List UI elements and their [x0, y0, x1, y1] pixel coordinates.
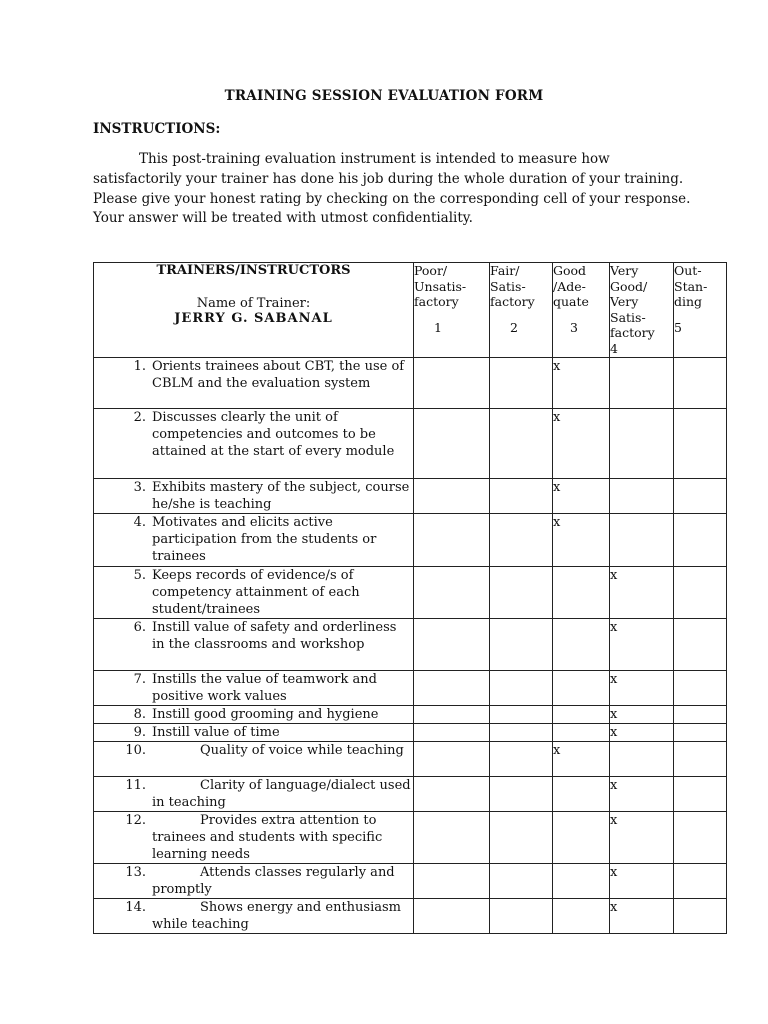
scale-header-fair	[490, 263, 553, 358]
rating-cell[interactable]	[490, 567, 553, 619]
scale-header-very-good	[610, 263, 674, 358]
rating-cell[interactable]	[414, 479, 490, 514]
name-of-trainer-label: Name of Trainer:	[196, 296, 311, 311]
rating-cell[interactable]	[674, 864, 727, 899]
scale-header-good	[553, 263, 610, 358]
criterion-number: 2.	[133, 410, 146, 425]
rating-cell[interactable]	[490, 777, 553, 812]
rating-cell[interactable]	[610, 742, 674, 777]
criterion-text: Orients trainees about CBT, the use of CBLM and the evaluation system	[152, 359, 405, 391]
criterion-row	[94, 514, 727, 567]
criterion-number: 4.	[133, 515, 146, 530]
scale-label-line: factory	[610, 325, 655, 341]
rating-cell[interactable]	[553, 706, 610, 724]
rating-cell[interactable]	[490, 479, 553, 514]
rating-cell[interactable]	[490, 724, 553, 742]
scale-label-line: quate	[553, 294, 589, 310]
scale-label-line: ding	[674, 294, 703, 310]
criterion-cell	[94, 812, 414, 864]
rating-cell[interactable]	[490, 742, 553, 777]
rating-cell[interactable]: x	[610, 567, 674, 619]
criterion-text: Keeps records of evidence/s of competency attainment of each student/trainees	[152, 568, 360, 617]
criterion-cell	[94, 409, 414, 479]
scale-label-line: Satis-	[610, 309, 646, 325]
rating-cell[interactable]	[414, 514, 490, 567]
criterion-cell	[94, 479, 414, 514]
criterion-text: Instill good grooming and hygiene	[152, 707, 379, 722]
criterion-row	[94, 864, 727, 899]
rating-cell[interactable]	[553, 777, 610, 812]
criterion-row	[94, 358, 727, 409]
rating-cell[interactable]	[674, 812, 727, 864]
criterion-cell	[94, 567, 414, 619]
scale-number: 3	[570, 319, 578, 335]
criterion-number: 6.	[133, 620, 146, 635]
criterion-row	[94, 671, 727, 706]
rating-cell[interactable]	[553, 671, 610, 706]
rating-cell[interactable]: x	[610, 619, 674, 671]
scale-label-line: Unsatis-	[414, 278, 467, 294]
criterion-number: 14.	[125, 900, 146, 915]
scale-header-poor	[414, 263, 490, 358]
criterion-cell	[94, 777, 414, 812]
rating-cell[interactable]	[414, 567, 490, 619]
criterion-cell	[94, 619, 414, 671]
criterion-number: 3.	[133, 480, 146, 495]
rating-cell[interactable]	[610, 479, 674, 514]
scale-label-line: Satis-	[490, 278, 526, 294]
rating-cell[interactable]	[674, 899, 727, 934]
rating-cell[interactable]	[674, 409, 727, 479]
scale-label-line: Good/	[610, 278, 648, 294]
criterion-text: Quality of voice while teaching	[200, 743, 404, 758]
scale-label-line: Fair/	[490, 263, 520, 278]
criterion-number: 9.	[133, 725, 146, 740]
rating-cell[interactable]: x	[553, 358, 610, 409]
criterion-text: Instills the value of teamwork and positive work values	[152, 672, 377, 704]
criterion-cell	[94, 899, 414, 934]
criterion-row	[94, 812, 727, 864]
criterion-row	[94, 724, 727, 742]
rating-cell[interactable]: x	[553, 514, 610, 567]
rating-cell[interactable]: x	[553, 479, 610, 514]
rating-cell[interactable]	[610, 358, 674, 409]
scale-label-line: /Ade-	[553, 278, 586, 294]
scale-label-line: Very	[610, 294, 639, 310]
criterion-cell	[94, 724, 414, 742]
criterion-row	[94, 899, 727, 934]
rating-cell[interactable]	[414, 671, 490, 706]
scale-number: 1	[434, 319, 442, 335]
criterion-row	[94, 409, 727, 479]
scale-number: 4	[610, 340, 618, 356]
rating-cell[interactable]: x	[610, 724, 674, 742]
rating-cell[interactable]	[553, 567, 610, 619]
scale-number: 5	[674, 319, 682, 335]
criterion-cell	[94, 358, 414, 409]
criterion-number: 1.	[133, 359, 146, 374]
criterion-row	[94, 619, 727, 671]
trainer-name: JERRY G. SABANAL	[174, 311, 333, 326]
rating-cell[interactable]	[674, 671, 727, 706]
instructions-text: This post-training evaluation instrument is intended to measure how satisfactorily your trainer has done his job during the whole duration of your training. Please give your honest rating by checking on the corresponding cell of your response. Your answer will be treated with utmost confidentiality.	[93, 151, 691, 227]
rating-cell[interactable]	[553, 724, 610, 742]
criterion-text: Attends classes regularly and promptly	[152, 865, 395, 897]
rating-cell[interactable]: x	[610, 899, 674, 934]
rating-cell[interactable]	[490, 514, 553, 567]
form-title: TRAINING SESSION EVALUATION FORM	[224, 88, 544, 104]
rating-cell[interactable]	[674, 358, 727, 409]
criterion-number: 13.	[125, 865, 146, 880]
criterion-row	[94, 742, 727, 777]
rating-cell[interactable]	[553, 899, 610, 934]
instructions-body	[93, 150, 693, 229]
rating-cell[interactable]	[674, 777, 727, 812]
rating-cell[interactable]	[674, 567, 727, 619]
criterion-number: 11.	[125, 778, 146, 793]
criterion-text: Provides extra attention to trainees and students with specific learning needs	[152, 813, 383, 862]
rating-cell[interactable]	[414, 724, 490, 742]
criterion-cell	[94, 742, 414, 777]
instructions-heading: INSTRUCTIONS:	[93, 121, 221, 137]
criterion-number: 8.	[133, 707, 146, 722]
rating-cell[interactable]	[553, 864, 610, 899]
criterion-number: 7.	[133, 672, 146, 687]
rating-cell[interactable]	[414, 777, 490, 812]
criterion-row	[94, 479, 727, 514]
rating-cell[interactable]	[414, 864, 490, 899]
scale-label-line: factory	[490, 294, 535, 310]
criterion-text: Motivates and elicits active participation from the students or trainees	[152, 515, 377, 564]
rating-cell[interactable]	[674, 479, 727, 514]
criterion-text: Shows energy and enthusiasm while teaching	[152, 900, 401, 932]
criterion-cell	[94, 864, 414, 899]
criterion-number: 10.	[125, 743, 146, 758]
criterion-text: Exhibits mastery of the subject, course he/she is teaching	[152, 480, 410, 512]
criterion-text: Discusses clearly the unit of competencies and outcomes to be attained at the start of every module	[152, 410, 395, 459]
criterion-number: 12.	[125, 813, 146, 828]
scale-label-line: Poor/	[414, 263, 448, 278]
rating-cell[interactable]	[490, 899, 553, 934]
rating-cell[interactable]	[674, 742, 727, 777]
rating-cell[interactable]	[553, 812, 610, 864]
rating-cell[interactable]	[490, 619, 553, 671]
criterion-text: Instill value of safety and orderliness in the classrooms and workshop	[152, 620, 397, 652]
criterion-row	[94, 706, 727, 724]
rating-cell[interactable]: x	[610, 864, 674, 899]
rating-cell[interactable]	[610, 409, 674, 479]
rating-cell[interactable]	[490, 671, 553, 706]
rating-cell[interactable]	[674, 619, 727, 671]
trainers-header-cell	[94, 263, 414, 358]
rating-cell[interactable]	[610, 514, 674, 567]
rating-cell[interactable]: x	[610, 671, 674, 706]
rating-cell[interactable]	[490, 706, 553, 724]
rating-cell[interactable]	[674, 706, 727, 724]
rating-cell[interactable]: x	[610, 812, 674, 864]
rating-cell[interactable]	[414, 409, 490, 479]
rating-cell[interactable]	[414, 706, 490, 724]
rating-cell[interactable]	[674, 514, 727, 567]
evaluation-table	[93, 262, 727, 934]
rating-cell[interactable]	[414, 742, 490, 777]
rating-cell[interactable]	[414, 619, 490, 671]
rating-cell[interactable]	[490, 358, 553, 409]
criterion-cell	[94, 706, 414, 724]
criterion-number: 5.	[133, 568, 146, 583]
rating-cell[interactable]	[674, 724, 727, 742]
table-header-row	[94, 263, 727, 358]
scale-label-line: Very	[610, 263, 639, 278]
scale-number: 2	[510, 319, 518, 335]
rating-cell[interactable]	[414, 812, 490, 864]
rating-cell[interactable]: x	[610, 706, 674, 724]
criteria-body	[94, 358, 727, 934]
scale-label-line: factory	[414, 294, 459, 310]
scale-label-line: Good	[553, 263, 587, 278]
rating-cell[interactable]	[414, 899, 490, 934]
rating-cell[interactable]	[490, 812, 553, 864]
rating-cell[interactable]	[490, 409, 553, 479]
rating-cell[interactable]	[490, 864, 553, 899]
criterion-text: Clarity of language/dialect used in teaching	[152, 778, 411, 810]
rating-cell[interactable]	[553, 619, 610, 671]
criterion-cell	[94, 671, 414, 706]
criterion-text: Instill value of time	[152, 725, 280, 740]
rating-cell[interactable]: x	[553, 409, 610, 479]
scale-label-line: Stan-	[674, 278, 708, 294]
criterion-cell	[94, 514, 414, 567]
scale-header-outstanding	[674, 263, 727, 358]
rating-cell[interactable]: x	[610, 777, 674, 812]
trainers-header: TRAINERS/INSTRUCTORS	[156, 263, 351, 278]
scale-label-line: Out-	[674, 263, 702, 278]
criterion-row	[94, 567, 727, 619]
rating-cell[interactable]: x	[553, 742, 610, 777]
rating-cell[interactable]	[414, 358, 490, 409]
criterion-row	[94, 777, 727, 812]
